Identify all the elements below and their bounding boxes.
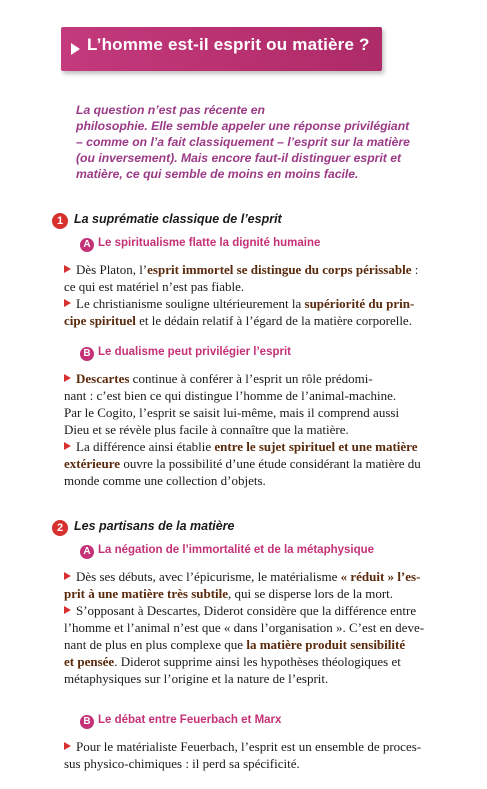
section-title: Les partisans de la matière xyxy=(74,519,235,533)
highlighted-term: cipe spirituel xyxy=(64,313,136,328)
text-line: Pour le matérialiste Feuerbach, l’esprit est un ensemble de proces- xyxy=(64,738,460,755)
paragraph-2a xyxy=(64,568,460,687)
bullet-arrow-icon xyxy=(64,742,71,750)
subsection-title: Le dualisme peut privilégier l’esprit xyxy=(98,346,292,358)
text-line: l’homme et l’animal n’est que « dans l’organisation ». C’est en deve- xyxy=(64,620,425,635)
highlighted-term: « réduit » xyxy=(340,569,395,584)
text-line: Dieu et se révèle plus facile à connaître que la matière. xyxy=(64,422,349,437)
text-line: extérieure ouvre la possibilité d’une étude considérant la matière du xyxy=(64,456,421,471)
text-line: Dès ses débuts, avec l’épicurisme, le matérialisme « réduit » l’es- xyxy=(64,568,460,585)
text-line: prit à une matière très subtile, qui se disperse lors de la mort. xyxy=(64,586,394,601)
bullet-arrow-icon xyxy=(64,265,71,273)
highlighted-term: Descartes xyxy=(76,371,130,386)
text-line: La différence ainsi établie entre le sujet spirituel et une matière xyxy=(64,438,460,455)
text-line: et pensée. Diderot supprime ainsi les hypothèses théologiques et xyxy=(64,654,401,669)
text-line: Dès Platon, l’esprit immortel se distingue du corps périssable : xyxy=(64,261,460,278)
intro-line: (ou inversement). Mais encore faut-il distinguer esprit et xyxy=(76,151,402,165)
text-line: S’opposant à Descartes, Diderot considère que la différence entre xyxy=(64,602,460,619)
text-line: Le christianisme souligne ultérieurement la supériorité du prin- xyxy=(64,295,460,312)
bullet-arrow-icon xyxy=(64,442,71,450)
highlighted-term: esprit immortel se distingue du corps périssable xyxy=(147,262,412,277)
text-line: Descartes continue à conférer à l’esprit un rôle prédomi- xyxy=(64,370,460,387)
page-title: L’homme est-il esprit ou matière ? xyxy=(87,35,370,54)
highlighted-term: et pensée xyxy=(64,654,115,669)
intro-line: – comme on l’a fait classiquement – l’esprit sur la matière xyxy=(76,135,410,149)
title-banner xyxy=(61,27,382,71)
paragraph-1b xyxy=(64,370,460,489)
subsection-letter-badge: A xyxy=(80,545,94,559)
section-2-heading xyxy=(52,519,472,539)
highlighted-term: extérieure xyxy=(64,456,121,471)
subsection-title: Le spiritualisme flatte la dignité humaine xyxy=(98,237,321,249)
text-line: cipe spirituel et le dédain relatif à l’égard de la matière corporelle. xyxy=(64,313,412,328)
text-line: métaphysiques sur l’origine et la nature de l’esprit. xyxy=(64,671,329,686)
subsection-letter-badge: B xyxy=(80,347,94,361)
highlighted-term: prit à une matière très subtile xyxy=(64,586,229,601)
highlighted-term: supériorité du prin- xyxy=(304,296,415,311)
paragraph-1a xyxy=(64,261,460,329)
section-title: La suprématie classique de l’esprit xyxy=(74,212,282,226)
section-number-badge: 2 xyxy=(52,520,68,536)
bullet-arrow-icon xyxy=(64,374,71,382)
intro-line: La question n’est pas récente en xyxy=(76,103,265,117)
subsection-letter-badge: B xyxy=(80,715,94,729)
highlighted-term: entre le sujet spirituel et une matière xyxy=(214,439,418,454)
section-1-heading xyxy=(52,212,472,232)
text-line: monde comme une collection d’objets. xyxy=(64,473,266,488)
section-number-badge: 1 xyxy=(52,213,68,229)
intro-line: matière, ce qui semble de moins en moins facile. xyxy=(76,167,359,181)
bullet-arrow-icon xyxy=(64,299,71,307)
bullet-arrow-icon xyxy=(64,572,71,580)
subsection-title: La négation de l’immortalité et de la métaphysique xyxy=(98,544,375,556)
triangle-bullet-icon xyxy=(71,43,80,55)
intro-paragraph xyxy=(76,102,466,182)
subsection-letter-badge: A xyxy=(80,238,94,252)
text-line: sus physico-chimiques : il perd sa spécificité. xyxy=(64,756,300,771)
text-line: Par le Cogito, l’esprit se saisit lui-même, mais il comprend aussi xyxy=(64,405,400,420)
subsection-title: Le débat entre Feuerbach et Marx xyxy=(98,714,282,726)
text-line: nant : c’est bien ce qui distingue l’homme de l’animal-machine. xyxy=(64,388,397,403)
bullet-arrow-icon xyxy=(64,606,71,614)
text-line: ce qui est matériel n’est pas fiable. xyxy=(64,279,245,294)
text-line: nant de plus en plus complexe que la matière produit sensibilité xyxy=(64,637,406,652)
highlighted-term: la matière produit sensibilité xyxy=(246,637,406,652)
intro-line: philosophie. Elle semble appeler une réponse privilégiant xyxy=(76,119,410,133)
paragraph-2b xyxy=(64,738,460,772)
